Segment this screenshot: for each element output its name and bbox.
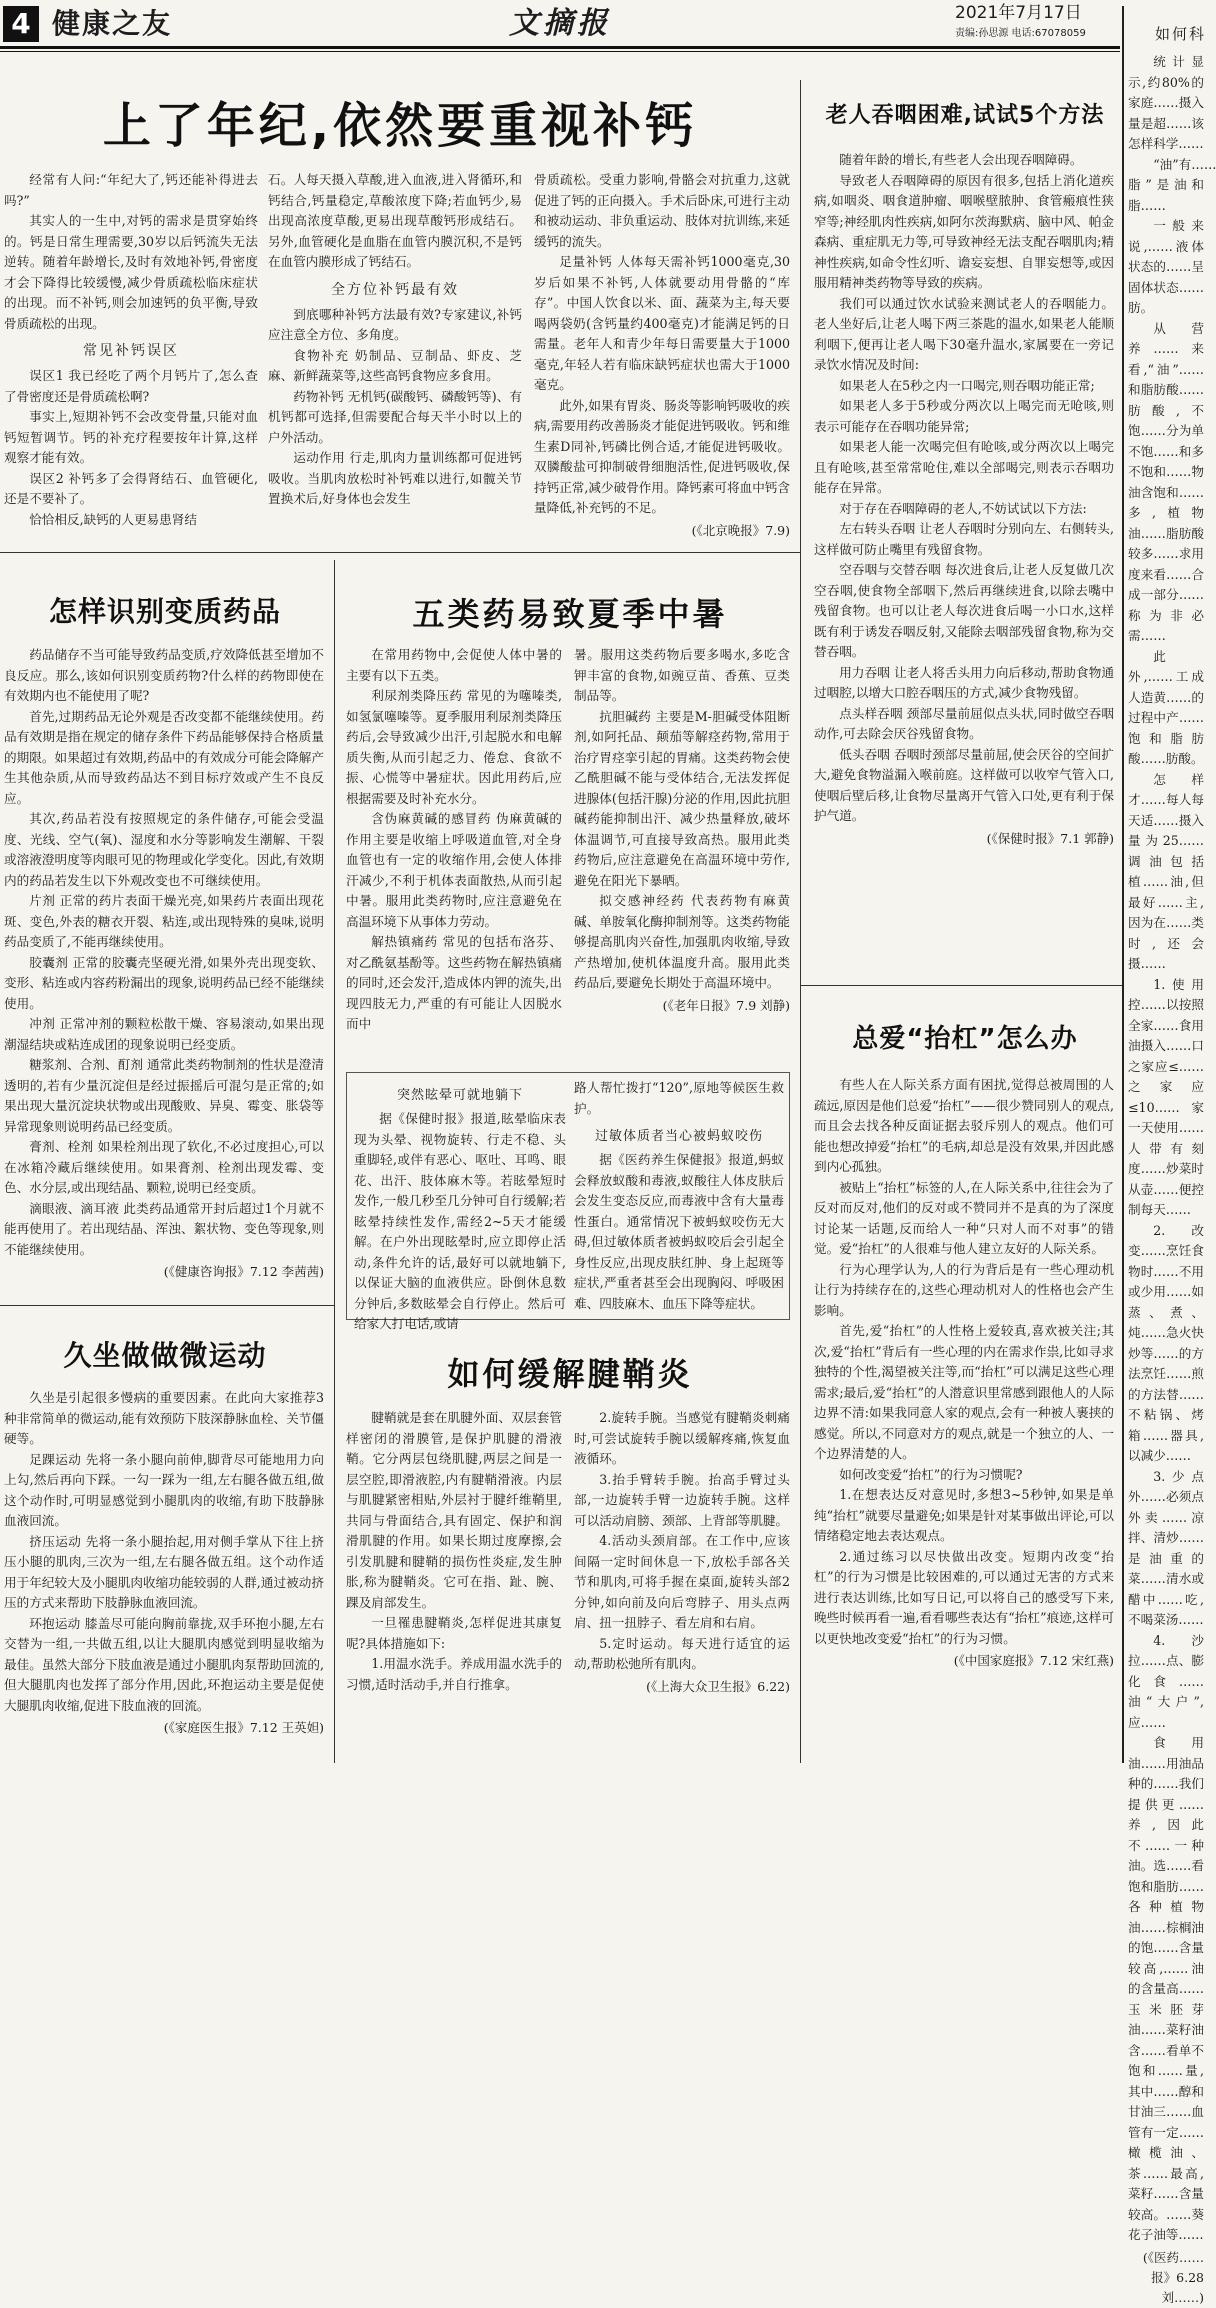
paragraph: 随着年龄的增长,有些老人会出现吞咽障碍。 bbox=[839, 152, 1083, 167]
paragraph: 在常用药物中,会促使人体中暑的主要有以下五类。 bbox=[346, 647, 562, 683]
paragraph: 恰恰相反,缺钙的人更易患肾结 bbox=[29, 511, 197, 527]
paragraph: 左右转头吞咽 让老人吞咽时分别向左、右侧转头,这样做可防止嘴里有残留食物。 bbox=[814, 521, 1114, 557]
paragraph: 环抱运动 膝盖尽可能向胸前靠拢,双手环抱小腿,左右交替为一组,一共做五组,以让大腿肌肉感觉到明显收缩为最佳。虽然大部分下肢血液是通过小腿肌肉泵帮助回流的,但大腿肌肉也发挥了部分作用,因此,环抱运动主要是促使大腿肌肉收缩,促进下肢血液的回流。 bbox=[4, 1615, 324, 1713]
editor-line: 责编:孙思源 电话:67078059 bbox=[955, 28, 1086, 39]
right-strip-divider bbox=[1122, 6, 1124, 1763]
paragraph: 含伪麻黄碱的感冒药 伪麻黄碱的作用主要是收缩上呼吸道血管,对全身血管也有一定的收缩作用,会使人体排汗减少,不利于机体表面散热,从而引起中暑。服用此类药物时,应注意避免在高温环境下从事体力劳动。 bbox=[346, 811, 562, 929]
source-credit: (《上海大众卫生报》6.22) bbox=[646, 1678, 790, 1694]
right-strip bbox=[1128, 52, 1216, 2305]
paragraph: 胶囊剂 正常的胶囊壳坚硬光滑,如果外壳出现变软、变形、粘连或内容药粉漏出的现象,说明药品已经不能继续使用。 bbox=[4, 954, 324, 1011]
article7-title: 总爱“抬杠”怎么办 bbox=[852, 1024, 1078, 1054]
masthead-rule bbox=[0, 46, 1120, 49]
paragraph: 路人帮忙拨打“120”,原地等候医生救护。 bbox=[574, 1080, 784, 1116]
paragraph: 石。人每天摄入草酸,进入血液,进入肾循环,和钙结合,钙量稳定,草酸浓度下降;若血钙少,易出现高浓度草酸,更易出现草酸钙形成结石。另外,血管硬化是血脂在血管内膜沉积,不是钙在血管内膜形成了钙结石。 bbox=[268, 172, 522, 269]
article4-col2 bbox=[574, 645, 790, 1065]
source-credit: (《老年日报》7.9 刘静) bbox=[662, 997, 790, 1013]
source-credit: (《医药……报》6.28 刘……) bbox=[1142, 2249, 1204, 2305]
paragraph: 利尿剂类降压药 常见的为噻嗪类,如氢氯噻嗪等。夏季服用利尿剂类降压药后,会导致减少出汗,引起脱水和电解质失衡,从而引起乏力、倦怠、食欲不振、心慌等中暑症状。因此用药后,应根据需要及时补充水分。 bbox=[346, 688, 562, 806]
paragraph: 2.旋转手腕。当感觉有腱鞘炎刺痛时,可尝试旋转手腕以缓解疼痛,恢复血液循环。 bbox=[574, 1410, 790, 1466]
brief1-title: 突然眩晕可就地躺下 bbox=[396, 1088, 523, 1103]
source-credit: (《北京晚报》7.9) bbox=[691, 522, 790, 538]
page-number-badge bbox=[3, 6, 39, 42]
paragraph: 首先,爱“抬杠”的人性格上爱较真,喜欢被关注;其次,爱“抬杠”背后有一些心理的内在需求作祟,比如寻求独特的个性,渴望被关注等,而“抬杠”可以满足这些心理需求;最后,爱“抬杠”的人潜意识里常感到跟他人的人际边界不清:如果我同意人家的观点,会有一种被人裹挟的感觉。所以,不同意对方的观点,就是一个独立的人、一个边界清楚的人。 bbox=[814, 1323, 1114, 1461]
paragraph: 如何改变爱“抬杠”的行为习惯呢? bbox=[839, 1466, 1023, 1482]
masthead-rule-thin bbox=[0, 51, 1120, 52]
article6-title: 如何缓解腱鞘炎 bbox=[447, 1355, 693, 1393]
paragraph: 空吞咽与交替吞咽 每次进食后,让老人反复做几次空吞咽,使食物全部咽下,然后再继续进食,以除去嘴中残留食物。也可以让老人每次进食后喝一小口水,这样既有利于诱发吞咽反射,又能除去咽部残留食物,称为交替吞咽。 bbox=[814, 562, 1114, 659]
paragraph: 如果老人在5秒之内一口喝完,则吞咽功能正常; bbox=[839, 377, 1095, 393]
section-divider bbox=[0, 552, 800, 553]
paragraph: 4.活动头颈肩部。在工作中,应该间隔一定时间休息一下,放松手部各关节和肌肉,可将手握在桌面,旋转头部2分钟,如向前及向后弯脖子、用头点两肩、扭一扭脖子、看左肩和右肩。 bbox=[574, 1533, 790, 1630]
source-credit: (《家庭医生报》7.12 王英妲) bbox=[163, 1720, 324, 1735]
paragraph: 久坐是引起很多慢病的重要因素。在此向大家推荐3种非常简单的微运动,能有效预防下肢深静脉血栓、关节僵硬等。 bbox=[4, 1390, 324, 1446]
article1-title: 上了年纪,依然要重视补钙 bbox=[102, 98, 698, 154]
paragraph: 足量补钙 人体每天需补钙1000毫克,30岁后如果不补钙,人体就要动用骨骼的“库存”。中国人饮食以米、面、蔬菜为主,每天要喝两袋奶(含钙量约400毫克)才能满足钙的日需量。老年人和青少年每日需要量大于1000毫克,年轻人若有临床缺钙症状也需大于1000毫克。 bbox=[534, 254, 790, 392]
article4-col1 bbox=[346, 645, 562, 1065]
page-number: 4 bbox=[11, 7, 31, 40]
paragraph: 腱鞘就是套在肌腱外面、双层套管样密闭的滑膜管,是保护肌腱的滑液鞘。它分两层包绕肌腱,两层之间是一层空腔,即滑液腔,内有腱鞘滑液。内层与肌腱紧密相贴,外层衬于腱纤维鞘里,共同与骨面结合,具有固定、保护和润滑肌腱的作用。如果长期过度摩擦,会引发肌腱和腱鞘的损伤性炎症,发生肿胀,称为腱鞘炎。它可在指、趾、腕、踝及肩部发生。 bbox=[346, 1410, 562, 1610]
article1-col3 bbox=[534, 170, 790, 540]
article1-col1 bbox=[4, 170, 258, 540]
source-credit: (《健康咨询报》7.12 李茜茜) bbox=[163, 1264, 324, 1279]
paragraph: 一旦罹患腱鞘炎,怎样促进其康复呢?具体措施如下: bbox=[346, 1615, 562, 1651]
article3-body bbox=[4, 645, 324, 1300]
section-divider bbox=[0, 1305, 334, 1306]
paragraph: 足踝运动 先将一条小腿向前伸,脚背尽可能地用力向上勾,然后再向下踩。一勾一踩为一组,左右腿各做五组,做这个动作时,可明显感觉到小腿肌肉的收缩,有助下肢静脉血液回流。 bbox=[4, 1451, 324, 1528]
article5-title: 久坐做做微运动 bbox=[63, 1339, 267, 1372]
paragraph: 首先,过期药品无论外观是否改变都不能继续使用。药品有效期是指在规定的储存条件下药品能够保持合格质量的期限。如果超过有效期,药品中的有效成分可能会降解产生其他杂质,从而导致药品达不到目标疗效或产生不良反应。 bbox=[4, 708, 324, 806]
paragraph: 3.抬手臂转手腕。抬高手臂过头部,一边旋转手臂一边旋转手腕。这样可以活动肩膀、颈部、上背部等肌腱。 bbox=[574, 1471, 790, 1528]
paragraph: 事实上,短期补钙不会改变骨量,只能对血钙短暂调节。钙的补充疗程要按年计算,这样观察才能有效。 bbox=[4, 409, 258, 465]
article7-body bbox=[814, 1075, 1114, 1763]
paragraph: 药品储存不当可能导致药品变质,疗效降低甚至增加不良反应。那么,该如何识别变质药物?什么样的药物即使在有效期内也不能使用了呢? bbox=[4, 647, 324, 703]
subheading: 常见补钙误区 bbox=[83, 343, 179, 359]
article6-col2 bbox=[574, 1408, 790, 1763]
paragraph: 食用油……用油品种的……我们提供更……养,因此不……一种油。选……看饱和脂肪……各种植物油……棕榈油的饱……含量较高,……油的含量高……玉米胚芽油……菜籽油含……看单不饱和……量,其中……醇和甘油三……血管有一定……橄榄油、茶……最高,菜籽……含量较高。……葵花子油等…… bbox=[1128, 1735, 1204, 2242]
paragraph: 据《医药养生保健报》报道,蚂蚁会释放蚁酸和毒液,蚁酸往人体皮肤后会发生变态反应,而毒液中含有大量毒性蛋白。通常情况下被蚂蚁咬伤无大碍,但过敏体质者被蚂蚁咬后会引起全身性反应,出现皮肤红肿、身上起斑等症状,严重者甚至会出现胸闷、呼吸困难、四肢麻木、血压下降等症状。 bbox=[574, 1152, 784, 1311]
paragraph: 运动作用 行走,肌肉力量训练都可促进钙吸收。当肌肉放松时补钙难以进行,如髋关节置换术后,好身体也会发生 bbox=[268, 450, 522, 506]
paragraph: 据《保健时报》报道,眩晕临床表现为头晕、视物旋转、行走不稳、头重脚轻,或伴有恶心、呕吐、耳鸣、眼花、出汗、肢体麻木等。若眩晕短时发作,一般几秒至几分钟可自行缓解;若眩晕持续性发作,需经2~5天才能缓解。在户外出现眩晕时,应立即停止活动,条件允许的话,最好可以就地躺下,以保证大脑的血液供应。卧倒休息数分钟后,多数眩晕会自行停止。然后可给家人打电话,或请 bbox=[354, 1111, 566, 1331]
paragraph: 被贴上“抬杠”标签的人,在人际关系中,往往会为了反对而反对,他们的反对或不赞同并不是真的为了深度讨论某一话题,反而给人一种“只对人而不对事”的错觉。爱“抬杠”的人很难与他人建立友好的人际关系。 bbox=[814, 1179, 1114, 1256]
brief2 bbox=[574, 1078, 784, 1316]
paragraph: “油”有……脂”是油和脂…… bbox=[1128, 156, 1216, 213]
paragraph: 此外,如果有胃炎、肠炎等影响钙吸收的疾病,需要用药改善肠炎才能促进钙吸收。钙和维生素D同补,钙磷比例合适,才能促进钙吸收。双膦酸盐可抑制破骨细胞活性,促进钙吸收,保持钙正常,减少破骨作用。降钙素可将血中钙含量降低,补充钙的不足。 bbox=[534, 397, 790, 515]
paragraph: 统计显示,约80%的家庭……摄入量是超……该怎样科学…… bbox=[1128, 54, 1204, 151]
paragraph: 有些人在人际关系方面有困扰,觉得总被周围的人疏远,原因是他们总爱“抬杠”——很少赞同别人的观点,而且会去找各种反面证据去驳斥别人的观点。他们可能也想改掉爱“抬杠”的毛病,却总是没有效果,并因此感到内心孤独。 bbox=[814, 1077, 1114, 1174]
paragraph: 用力吞咽 让老人将舌头用力向后移动,帮助食物通过咽腔,以增大口腔吞咽压的方式,减少食物残留。 bbox=[814, 664, 1114, 700]
article6-col1 bbox=[346, 1408, 562, 1763]
paragraph: 从营养……来看,“油”……和脂肪酸……肪酸,不饱……分为单不饱……和多不饱和……物油含饱和……多,植物油……脂肪酸较多……求用度来看……合成一部分……称为非必需…… bbox=[1128, 320, 1204, 643]
paragraph: 糖浆剂、合剂、酊剂 通常此类药物制剂的性状是澄清透明的,若有少量沉淀但是经过振摇后可混匀是正常的;如果出现大量沉淀块状物或出现酸败、异臭、霉变、胀袋等异常现象则说明药品已经变质。 bbox=[4, 1057, 324, 1134]
paragraph: 拟交感神经药 代表药物有麻黄碱、单胺氧化酶抑制剂等。这类药物能够提高肌肉兴奋性,加强肌肉收缩,导致产热增加,使机体温度升高。服用此类药品后,要避免长期处于高温环境中。 bbox=[574, 893, 790, 990]
paper-name: 文摘报 bbox=[509, 6, 611, 41]
paragraph: 低头吞咽 吞咽时颈部尽量前屈,使会厌谷的空间扩大,避免食物溢漏入喉前庭。这样做可以收窄气管入口,使咽后壁后移,让食物尽量离开气管入口处,更有利于保护气道。 bbox=[814, 746, 1114, 823]
paragraph: 抗胆碱药 主要是M-胆碱受体阻断剂,如阿托品、颠茄等解痉药物,常用于治疗胃痉挛引起的胃痛。这类药物会使乙酰胆碱不能与受体结合,无法发挥促进腺体(包括汗腺)分泌的作用,因此抗胆碱药能抑制出汗、减少热量释放,破坏体温调节,可直接导致高热。服用此类药物后,应注意避免在高温环境中劳作,避免在阳光下暴晒。 bbox=[574, 708, 790, 888]
article1-col2 bbox=[268, 170, 522, 540]
brief2-title: 过敏体质者当心被蚂蚁咬伤 bbox=[594, 1129, 763, 1144]
paragraph: 挤压运动 先将一条小腿抬起,用对侧手掌从下往上挤压小腿的肌肉,三次为一组,左右腿各做五组。这个动作适用于年纪较大及小腿肌肉收缩功能较弱的人群,通过被动挤压的方式来帮助下肢静脉血液回流。 bbox=[4, 1533, 324, 1610]
paragraph: 行为心理学认为,人的行为背后是有一些心理动机让行为持续存在的,这些心理动机对人的性格也会产生影响。 bbox=[814, 1261, 1114, 1318]
paragraph: 冲剂 正常冲剂的颗粒松散干燥、容易滚动,如果出现潮湿结块或粘连成团的现象说明已经变质。 bbox=[4, 1016, 324, 1052]
paragraph: 2.通过练习以尽快做出改变。短期内改变“抬杠”的行为习惯是比较困难的,可以通过无害的方式来进行表达训练,比如写日记,可以将自己的感受写下来,晚些时候再看一遍,看看哪些表达有“抬杠”痕迹,这样可以更快地改变爱“抬杠”的行为习惯。 bbox=[814, 1548, 1114, 1646]
article2-title: 老人吞咽困难,试试5个方法 bbox=[825, 103, 1105, 128]
paragraph: 片剂 正常的药片表面干燥光亮,如果药片表面出现花斑、变色,外表的糖衣开裂、粘连,或出现特殊的臭味,说明药品变质了,不能再继续使用。 bbox=[4, 893, 324, 949]
brief1 bbox=[354, 1078, 566, 1331]
column-divider bbox=[334, 560, 335, 1763]
paragraph: 药物补钙 无机钙(碳酸钙、磷酸钙等)、有机钙都可选择,但需要配合每天半小时以上的户外活动。 bbox=[268, 388, 522, 445]
paragraph: 误区1 我已经吃了两个月钙片了,怎么查了骨密度还是骨质疏松啊? bbox=[4, 368, 258, 404]
paragraph: 怎样才……每人每天适……摄入量为25……调油包括植……油,但最好……主,因为在……类时,还会摄…… bbox=[1128, 771, 1204, 971]
paragraph: 2.改变……烹饪食物时……不用或少用……如蒸、煮、炖……急火快炒等……的方法烹饪……煎的方法替……不粘锅、烤箱……器具,以减少…… bbox=[1128, 1222, 1204, 1463]
paragraph: 食物补充 奶制品、豆制品、虾皮、芝麻、新鲜蔬菜等,这些高钙食物应多食用。 bbox=[268, 347, 522, 383]
paragraph: 其实人的一生中,对钙的需求是贯穿始终的。钙是日常生理需要,30岁以后钙流失无法逆转。随着年龄增长,及时有效地补钙,骨密度才会下降得比较缓慢,减少骨质疏松临床症状的出现。而不补钙,则会加速钙的负平衡,导致骨质疏松的出现。 bbox=[4, 213, 258, 331]
paragraph: 其次,药品若没有按照规定的条件储存,可能会受温度、光线、空气(氧)、湿度和水分等影响发生潮解、干裂或溶液澄明度等肉眼可见的物理或化学变化。因此,有效期内的药品若发生以下外观改变也不可继续使用。 bbox=[4, 811, 324, 888]
source-credit: (《保健时报》7.1 郭静) bbox=[986, 830, 1114, 846]
paragraph: 膏剂、栓剂 如果栓剂出现了软化,不必过度担心,可以在冰箱冷藏后继续使用。如果膏剂、栓剂出现发霉、变色、水分层,或出现结晶、颗粒,说明已经变质。 bbox=[4, 1139, 324, 1195]
issue-date: 2021年7月17日 bbox=[955, 3, 1082, 23]
paragraph: 5.定时运动。每天进行适宜的运动,帮助松弛所有肌肉。 bbox=[574, 1635, 790, 1671]
article3-title: 怎样识别变质药品 bbox=[48, 595, 281, 628]
subheading: 全方位补钙最有效 bbox=[331, 281, 459, 298]
strip-title: 如何科 bbox=[1155, 25, 1207, 43]
paragraph: 一般来说,……液体状态的……呈固体状态……肪。 bbox=[1128, 218, 1204, 315]
paragraph: 1.使用控……以按照全家……食用油摄入……口之家应≤……之家应≤10……家一天使用……人带有刻度……炒菜时从壶……便控制每天…… bbox=[1128, 976, 1204, 1217]
masthead bbox=[0, 0, 1207, 48]
paragraph: 3.少点外……必须点外卖……凉拌、清炒……是油重的菜……清水或醋中……吃,不喝菜汤…… bbox=[1128, 1468, 1204, 1627]
paragraph: 点头样吞咽 颈部尽量前屈似点头状,同时做空吞咽动作,可去除会厌谷残留食物。 bbox=[814, 705, 1114, 741]
paragraph: 1.用温水洗手。养成用温水洗手的习惯,适时活动手,并自行推拿。 bbox=[346, 1656, 562, 1692]
paragraph: 滴眼液、滴耳液 此类药品通常开封后超过1个月就不能再使用了。若出现结晶、浑浊、絮状物、变色等现象,则不能继续使用。 bbox=[4, 1200, 324, 1257]
section-title: 健康之友 bbox=[52, 7, 173, 40]
paragraph: 经常有人问:“年纪大了,钙还能补得进去吗?” bbox=[4, 172, 258, 208]
paragraph: 到底哪种补钙方法最有效?专家建议,补钙应注意全方位、多角度。 bbox=[268, 306, 522, 342]
paragraph: 导致老人吞咽障碍的原因有很多,包括上消化道疾病,如咽炎、咽食道肿瘤、咽喉壁脓肿、食管瘢痕性狭窄等;神经肌肉性疾病,如阿尔茨海默病、脑中风、帕金森病、重症肌无力等,可导致神经无法支配吞咽肌肉;精神性疾病,如命令性幻听、谵妄妄想、自罪妄想等,或因服用精神类药物等导致的疾病。 bbox=[814, 172, 1114, 290]
paragraph: 对于存在吞咽障碍的老人,不妨试试以下方法: bbox=[839, 500, 1087, 516]
article2-body bbox=[814, 150, 1114, 980]
paragraph: 解热镇痛药 常见的包括布洛芬、对乙酰氨基酚等。这些药物在解热镇痛的同时,还会发汗,造成体内钾的流失,出现四肢无力,严重的有可能让人因脱水而中 bbox=[346, 934, 562, 1031]
paragraph: 如果老人能一次喝完但有呛咳,或分两次以上喝完且有呛咳,甚至常常呛住,难以全部喝完,则表示吞咽功能存在异常。 bbox=[814, 439, 1114, 495]
paragraph: 1.在想表达反对意见时,多想3~5秒钟,如果是单纯“抬杠”就要尽量避免;如果是针对某事做出评论,可以情绪稳定地去表达观点。 bbox=[814, 1487, 1114, 1543]
paragraph: 误区2 补钙多了会得肾结石、血管硬化,还是不要补了。 bbox=[4, 470, 258, 506]
section-divider bbox=[800, 985, 1122, 986]
paragraph: 此外,……工成人造黄……的过程中产……饱和脂肪酸……肪酸。 bbox=[1128, 648, 1204, 766]
paragraph: 骨质疏松。受重力影响,骨骼会对抗重力,这就促进了钙的正向摄入。手术后卧床,可进行主动和被动运动、非负重运动、肢体对抗训练,来延缓钙的流失。 bbox=[534, 172, 790, 249]
article5-body bbox=[4, 1388, 324, 1763]
paragraph: 暑。服用这类药物后要多喝水,多吃含钾丰富的食物,如豌豆苗、香蕉、豆类制品等。 bbox=[574, 647, 790, 703]
paragraph: 我们可以通过饮水试验来测试老人的吞咽能力。老人坐好后,让老人喝下两三茶匙的温水,如果老人能顺利咽下,便再让老人喝下30毫升温水,家属要在一旁记录饮水情况及时间: bbox=[814, 295, 1114, 372]
paragraph: 4.沙拉……点、膨化食……油“大户”,应…… bbox=[1128, 1632, 1204, 1730]
source-credit: (《中国家庭报》7.12 宋红燕) bbox=[953, 1653, 1114, 1668]
column-divider bbox=[800, 80, 801, 1763]
article4-title: 五类药易致夏季中暑 bbox=[412, 595, 728, 633]
paragraph: 如果老人多于5秒或分两次以上喝完而无呛咳,则表示可能存在吞咽功能异常; bbox=[814, 398, 1114, 434]
